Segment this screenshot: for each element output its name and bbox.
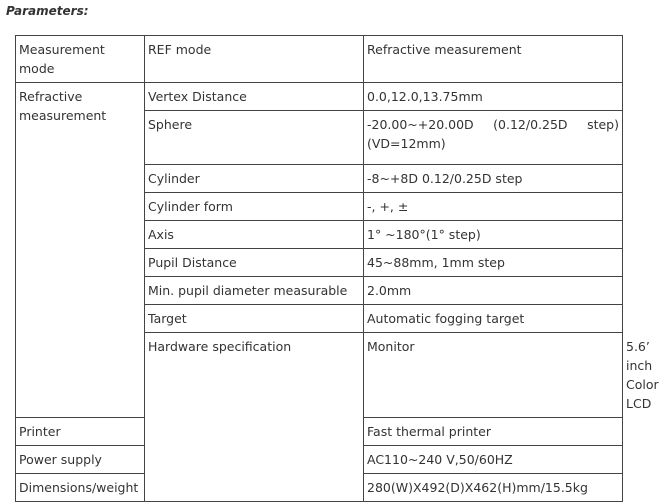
header-ref-mode: REF mode — [145, 36, 364, 83]
param-cell: Sphere — [145, 111, 364, 165]
parameters-heading: Parameters: — [6, 4, 89, 18]
param-cell: Pupil Distance — [145, 249, 364, 277]
param-cell: Dimensions/weight — [16, 474, 145, 502]
param-cell: Target — [145, 305, 364, 333]
parameters-table — [15, 35, 659, 502]
table-row — [16, 83, 623, 111]
value-cell: 280(W)X492(D)X462(H)mm/15.5kg — [364, 474, 623, 502]
param-cell: Vertex Distance — [145, 83, 364, 111]
table-row: Hardware specification Monitor 5.6’ inch Color LCD — [16, 333, 623, 418]
header-measurement-mode: Measurement mode — [16, 36, 145, 83]
param-cell: Axis — [145, 221, 364, 249]
sphere-range-line — [367, 115, 619, 134]
sphere-range: -20.00~+20.00D — [367, 117, 474, 132]
header-refractive-measurement: Refractive measurement — [364, 36, 623, 83]
sphere-step-suffix: step) — [587, 117, 619, 132]
param-cell: Monitor — [364, 333, 623, 418]
group-hardware-specification: Hardware specification — [145, 333, 364, 502]
param-cell: Cylinder — [145, 165, 364, 193]
param-cell: Min. pupil diameter measurable — [145, 277, 364, 305]
sphere-step: (0.12/0.25D — [493, 117, 568, 132]
value-cell: 0.0,12.0,13.75mm — [364, 83, 623, 111]
group-refractive-measurement: Refractive measurement — [16, 83, 145, 418]
value-cell: -8~+8D 0.12/0.25D step — [364, 165, 623, 193]
value-cell: Fast thermal printer — [364, 418, 623, 446]
value-cell: -, +, ± — [364, 193, 623, 221]
value-cell: 2.0mm — [364, 277, 623, 305]
value-cell — [364, 111, 623, 165]
table-header-row — [16, 36, 623, 83]
param-cell: Cylinder form — [145, 193, 364, 221]
value-cell: Automatic fogging target — [364, 305, 623, 333]
sphere-vd: (VD=12mm) — [367, 136, 446, 151]
value-cell: AC110~240 V,50/60HZ — [364, 446, 623, 474]
value-cell: 1° ~180°(1° step) — [364, 221, 623, 249]
param-cell: Printer — [16, 418, 145, 446]
value-cell: 45~88mm, 1mm step — [364, 249, 623, 277]
param-cell: Power supply — [16, 446, 145, 474]
